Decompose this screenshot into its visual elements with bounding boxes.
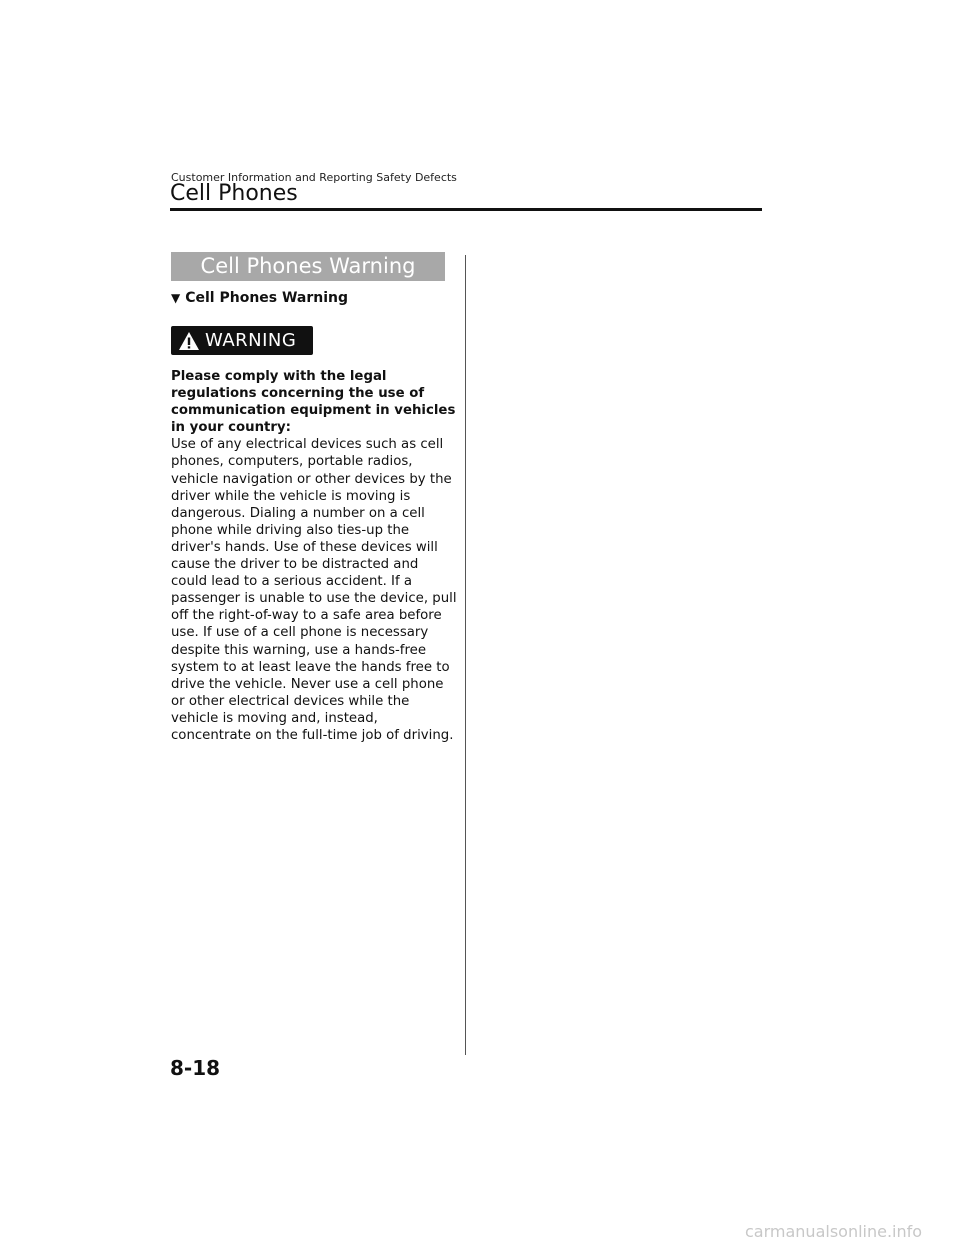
page-title: Cell Phones [170, 181, 298, 206]
breadcrumb: Customer Information and Reporting Safety Defects [171, 171, 457, 184]
warning-badge [171, 326, 313, 355]
subheading [171, 290, 348, 306]
warning-lead: Please comply with the legal regulations concerning the use of communication equipment in vehicles in your country: [171, 369, 456, 436]
warning-body: Use of any electrical devices such as cell phones, computers, portable radios, vehicle navigation or other devices by the driver while the vehicle is moving is dangerous. Dialing a number on a cell phone while driving also ties-up the driver's hands. Use of these devices will cause the driver to be distracted and could lead to a serious accident. If a passenger is unable to use the device, pull off the right-of-way to a safe area before use. If use of a cell phone is necessary despite this warning, use a hands-free system to at least leave the hands free to drive the vehicle. Never use a cell phone or other electrical devices while the vehicle is moving and, instead, concentrate on the full-time job of driving. [171, 437, 457, 743]
warning-text [171, 368, 457, 744]
header-divider [170, 208, 762, 211]
column-divider [465, 255, 466, 1055]
triangle-down-icon: ▼ [171, 291, 181, 305]
section-banner: Cell Phones Warning [171, 252, 445, 281]
subheading-label: Cell Phones Warning [185, 290, 349, 306]
watermark: carmanualsonline.info [745, 1222, 923, 1241]
alert-triangle-icon [178, 331, 200, 351]
warning-label: WARNING [205, 330, 297, 351]
page-number: 8-18 [170, 1056, 221, 1080]
